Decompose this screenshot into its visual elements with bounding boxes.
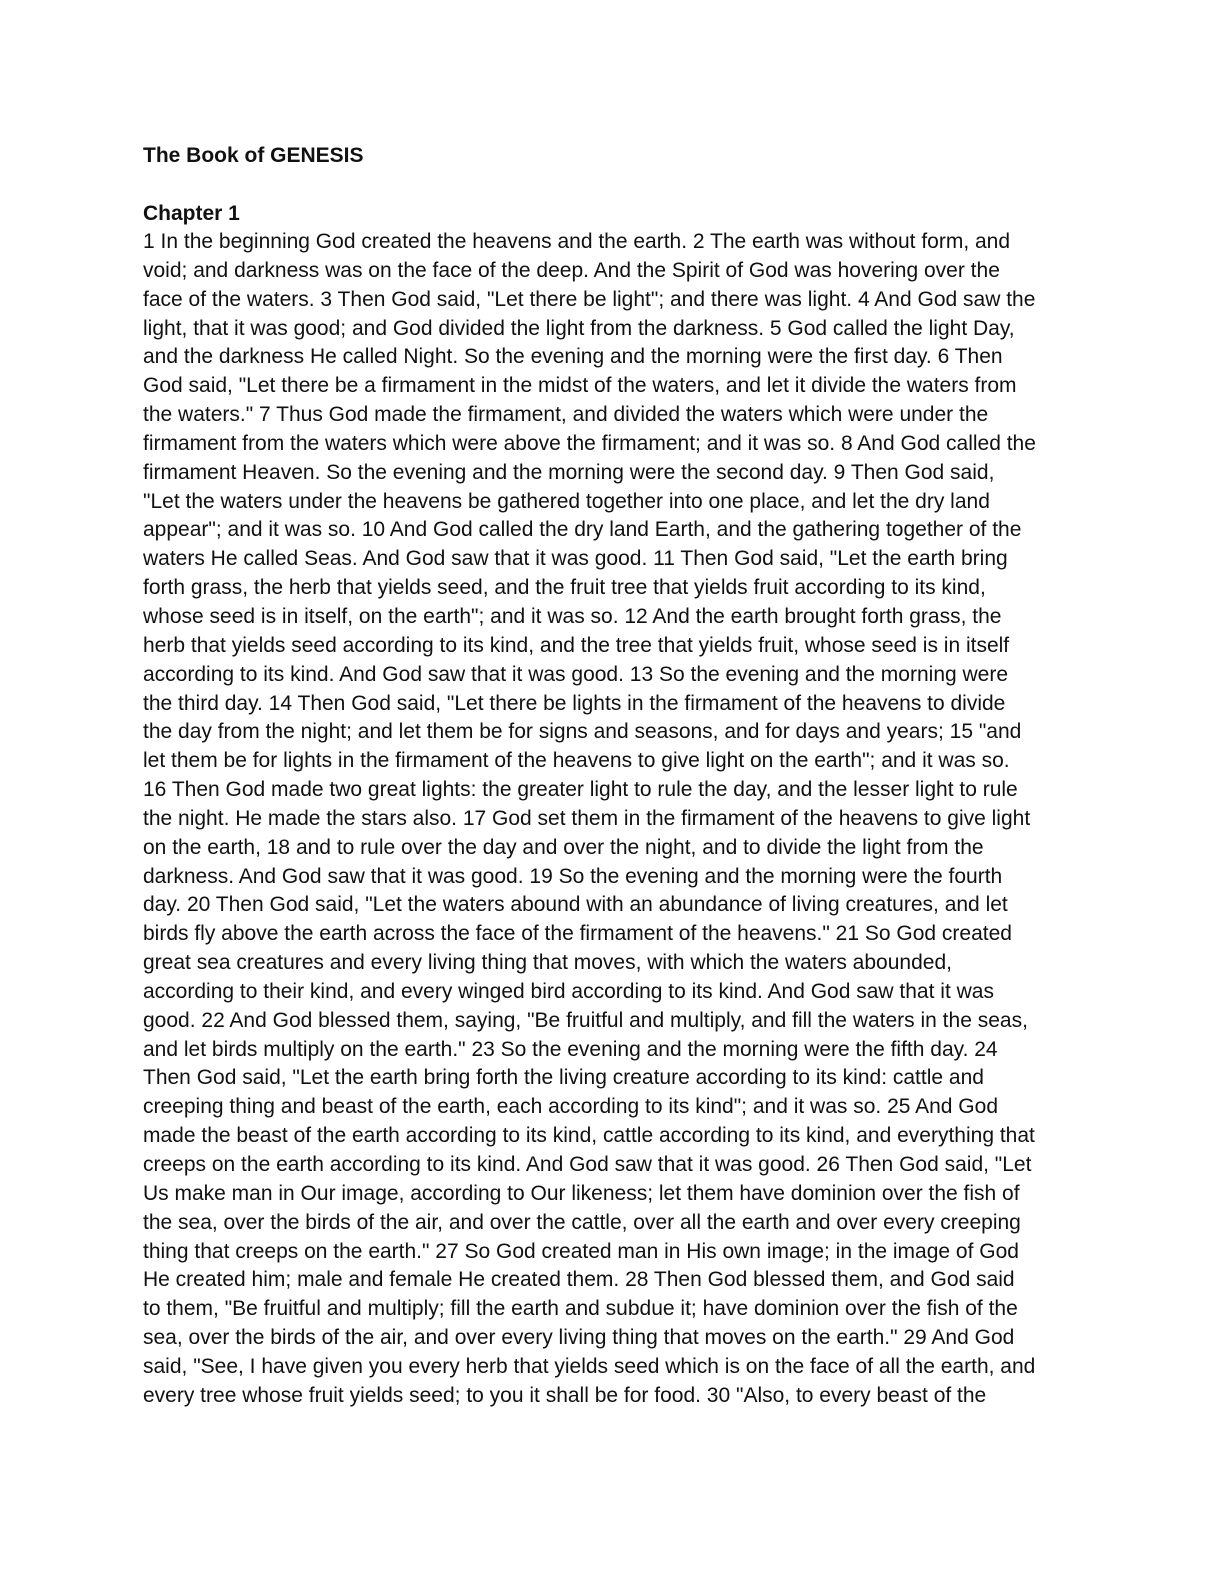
text-line: Then God said, "Let the earth bring forth the living creature according to its kind: cattle and [143,1066,984,1090]
text-line: to them, "Be fruitful and multiply; fill the earth and subdue it; have dominion over the fish of the [143,1297,1018,1321]
text-line: appear"; and it was so. 10 And God called the dry land Earth, and the gathering together of the [143,518,1022,542]
text-line: void; and darkness was on the face of the deep. And the Spirit of God was hovering over the [143,258,1000,282]
text-line: day. 20 Then God said, "Let the waters abound with an abundance of living creatures, and let [143,893,1008,917]
text-line: on the earth, 18 and to rule over the day and over the night, and to divide the light from the [143,835,984,859]
text-line: the day from the night; and let them be for signs and seasons, and for days and years; 15 "and [143,720,1022,744]
text-line: the sea, over the birds of the air, and over the cattle, over all the earth and over every creeping [143,1210,1021,1234]
text-line: great sea creatures and every living thing that moves, with which the waters abounded, [143,951,952,975]
text-line: creeping thing and beast of the earth, each according to its kind"; and it was so. 25 And God [143,1095,999,1119]
text-line: firmament Heaven. So the evening and the morning were the second day. 9 Then God said, [143,460,995,484]
text-line: let them be for lights in the firmament of the heavens to give light on the earth"; and it was so. [143,749,1010,773]
text-line: said, "See, I have given you every herb that yields seed which is on the face of all the earth, and [143,1354,1036,1378]
text-line: Us make man in Our image, according to Our likeness; let them have dominion over the fish of [143,1181,1020,1205]
text-line: birds fly above the earth across the face of the firmament of the heavens." 21 So God created [143,922,1012,946]
text-line: every tree whose fruit yields seed; to you it shall be for food. 30 "Also, to every beast of the [143,1383,987,1407]
text-line: and let birds multiply on the earth." 23 So the evening and the morning were the fifth day. 24 [143,1037,998,1061]
text-line: darkness. And God saw that it was good. 19 So the evening and the morning were the fourth [143,864,1003,888]
book-title: The Book of GENESIS [143,144,364,167]
text-line: light, that it was good; and God divided the light from the darkness. 5 God called the light Day, [143,316,1015,340]
document-page [143,141,1083,1411]
text-line: the third day. 14 Then God said, "Let there be lights in the firmament of the heavens to divide [143,691,1006,715]
text-line: good. 22 And God blessed them, saying, "Be fruitful and multiply, and fill the waters in the seas, [143,1008,1028,1032]
text-line: whose seed is in itself, on the earth"; and it was so. 12 And the earth brought forth grass, the [143,604,1002,628]
text-line: forth grass, the herb that yields seed, and the fruit tree that yields fruit according to its kind, [143,576,986,600]
chapter-title: Chapter 1 [143,202,240,225]
text-line: sea, over the birds of the air, and over every living thing that moves on the earth." 29 And God [143,1326,1015,1350]
text-line: 1 In the beginning God created the heavens and the earth. 2 The earth was without form, and [143,230,1011,253]
text-line: face of the waters. 3 Then God said, "Let there be light"; and there was light. 4 And God saw the [143,287,1036,311]
text-line: waters He called Seas. And God saw that it was good. 11 Then God said, "Let the earth bring [143,547,1008,571]
text-line: the night. He made the stars also. 17 God set them in the firmament of the heavens to give light [143,806,1031,830]
text-line: herb that yields seed according to its kind, and the tree that yields fruit, whose seed is in itself [143,633,1010,657]
chapter-body-text [143,228,1083,1411]
text-line: firmament from the waters which were above the firmament; and it was so. 8 And God called the [143,431,1036,455]
text-line: He created him; male and female He created them. 28 Then God blessed them, and God said [143,1268,1015,1292]
text-line: and the darkness He called Night. So the evening and the morning were the first day. 6 Then [143,345,1003,369]
text-line: thing that creeps on the earth." 27 So God created man in His own image; in the image of God [143,1239,1019,1263]
text-line: made the beast of the earth according to its kind, cattle according to its kind, and everything that [143,1124,1035,1148]
text-line: according to its kind. And God saw that it was good. 13 So the evening and the morning were [143,662,1009,686]
text-line: creeps on the earth according to its kind. And God saw that it was good. 26 Then God said, "Let [143,1153,1032,1176]
text-line: "Let the waters under the heavens be gathered together into one place, and let the dry land [143,489,990,513]
text-line: 16 Then God made two great lights: the greater light to rule the day, and the lesser light to rule [143,778,1018,802]
text-line: God said, "Let there be a firmament in the midst of the waters, and let it divide the waters from [143,374,1017,398]
text-line: the waters." 7 Thus God made the firmament, and divided the waters which were under the [143,403,989,427]
text-line: according to their kind, and every winged bird according to its kind. And God saw that it was [143,979,994,1003]
